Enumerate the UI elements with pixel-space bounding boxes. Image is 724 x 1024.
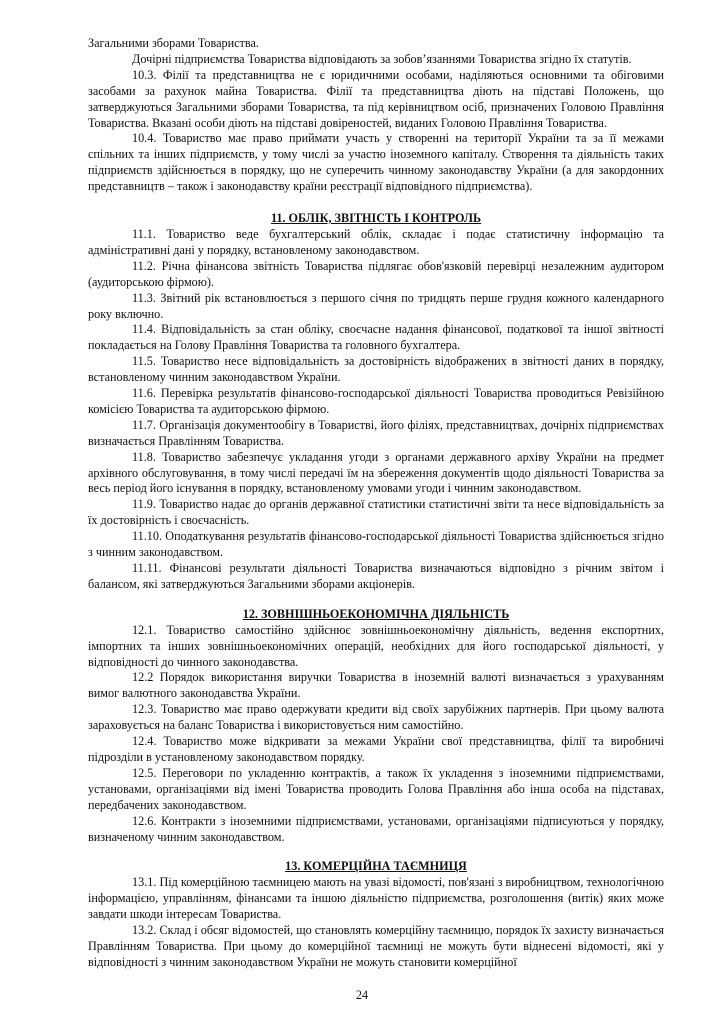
section-11-heading: 11. ОБЛІК, ЗВІТНІСТЬ І КОНТРОЛЬ (270, 211, 482, 226)
clause-11-10: 11.10. Оподаткування результатів фінансово-господарської діяльності Товариства здійснюється згідно з чинним законодавством. (88, 529, 664, 560)
clause-13-1: 13.1. Під комерційною таємницею мають на увазі відомості, пов'язані з виробництвом, технологічною інформацією, управлінням, фінансами та іншою діяльністю підприємства, розголошення (витік) яких може завдати шкоди інтересам Товариства. (88, 875, 664, 922)
clause-11-3: 11.3. Звітний рік встановлюється з першого січня по тридцять перше грудня кожного календарного року включно. (88, 290, 664, 321)
clause-11-4: 11.4. Відповідальність за стан обліку, своєчасне надання фінансової, податкової та іншої звітності покладається на Голову Правління Товариства та головного бухгалтера. (88, 322, 664, 353)
document-body (88, 36, 664, 971)
clause-12-4: 12.4. Товариство може відкривати за межами України свої представництва, філії та виробничі підрозділи в установленому законодавством порядку. (88, 734, 664, 764)
section-12-heading: 12. ЗОВНІШНЬОЕКОНОМІЧНА ДІЯЛЬНІСТЬ (242, 606, 510, 621)
clause-11-1: 11.1. Товариство веде бухгалтерський облік, складає і подає статистичну інформацію та адміністративні дані у порядку, встановленому законодавством. (88, 226, 664, 257)
clause-11-7: 11.7. Організація документообігу в Товаристві, його філіях, представництвах, дочірніх підприємствах визначається Правлінням Товариства. (88, 417, 664, 448)
clause-12-3: 12.3. Товариство має право одержувати кредити від своїх зарубіжних партнерів. При цьому валюта зараховується на баланс Товариства і використовується ним самостійно. (88, 702, 664, 733)
clause-11-9: 11.9. Товариство надає до органів державної статистики статистичні звіти та несе відповідальність за їх достовірність і своєчасність. (88, 497, 664, 528)
section-spacer (88, 593, 664, 607)
clause-11-5: 11.5. Товариство несе відповідальність за достовірність відображених в звітності даних в порядку, встановленому чинним законодавством України. (88, 354, 664, 385)
page-number: 24 (355, 988, 369, 1002)
clause-11-2: 11.2. Річна фінансова звітність Товариства підлягає обов'язковій перевірці незалежним аудитором (аудиторською фірмою). (88, 258, 664, 289)
intro-paragraph-2: Дочірні підприємства Товариства відповідають за зобов’язаннями Товариства згідно їх статутів. (132, 51, 632, 66)
section-13-heading: 13. КОМЕРЦІЙНА ТАЄМНИЦЯ (285, 859, 467, 874)
clause-13-2: 13.2. Склад і обсяг відомостей, що становлять комерційну таємницю, порядок їх захисту визначається Правлінням Товариства. При цьому до комерційної таємниці не можуть бути віднесені відомості, які у відповідності з чинним законодавством України не можуть становити комерційної (88, 923, 664, 969)
section-spacer (88, 195, 664, 211)
clause-11-11: 11.11. Фінансові результати діяльності Товариства визначаються відповідно з річним звітом і балансом, які затверджуються Загальними зборами акціонерів. (88, 561, 664, 591)
clause-12-2: 12.2 Порядок використання виручки Товариства в іноземній валюті визначається з урахуванням вимог валютного законодавства України. (88, 670, 664, 701)
clause-11-8: 11.8. Товариство забезпечує укладання угоди з органами державного архіву України на предмет архівного обслуговування, в тому числі передачі їм на збереження документів щодо діяльності Товариства за весь період його існування в порядку, встановленому умовами угоди і чинним законодавством. (88, 449, 664, 496)
clause-10-3: 10.3. Філії та представництва не є юридичними особами, наділяються основними та обіговими засобами за рахунок майна Товариства. Філії та представництва діють на підставі Положень, що затверджуються Загальними зборами Товариства, та під керівництвом осіб, призначених Головою Правління Товариства. Вказані особи діють на підставі довіреностей, виданих Головою Правління Товариства. (88, 67, 664, 130)
clause-12-5: 12.5. Переговори по укладенню контрактів, а також їх укладення з іноземними підприємствами, установами, організаціями від імені Товариства проводить Голова Правління або інша особа на підставах, передбачених законодавством. (88, 765, 664, 812)
clause-11-6: 11.6. Перевірка результатів фінансово-господарської діяльності Товариства проводиться Ревізійною комісією Товариства та аудиторською фірмою. (88, 386, 664, 416)
section-spacer (88, 845, 664, 859)
clause-10-4: 10.4. Товариство має право приймати участь у створенні на території України та за її межами спільних та інших підприємств, у тому числі за участю іноземного капіталу. Створення та діяльність таких підприємств здійснюється в порядку, що не суперечить чинному законодавству України (а для закордонних представництв – також і законодавству країни реєстрації відповідного підприємства). (88, 131, 664, 194)
intro-paragraph-1: Загальними зборами Товариства. (88, 36, 259, 50)
clause-12-6: 12.6. Контракти з іноземними підприємствами, установами, організаціями підписуються у порядку, визначеному чинним законодавством. (88, 813, 664, 844)
clause-12-1: 12.1. Товариство самостійно здійснює зовнішньоекономічну діяльність, ведення експортних, імпортних та інших зовнішньоекономічних операцій, необхідних для його господарської діяльності, у відповідності до чинного законодавства. (88, 622, 664, 669)
